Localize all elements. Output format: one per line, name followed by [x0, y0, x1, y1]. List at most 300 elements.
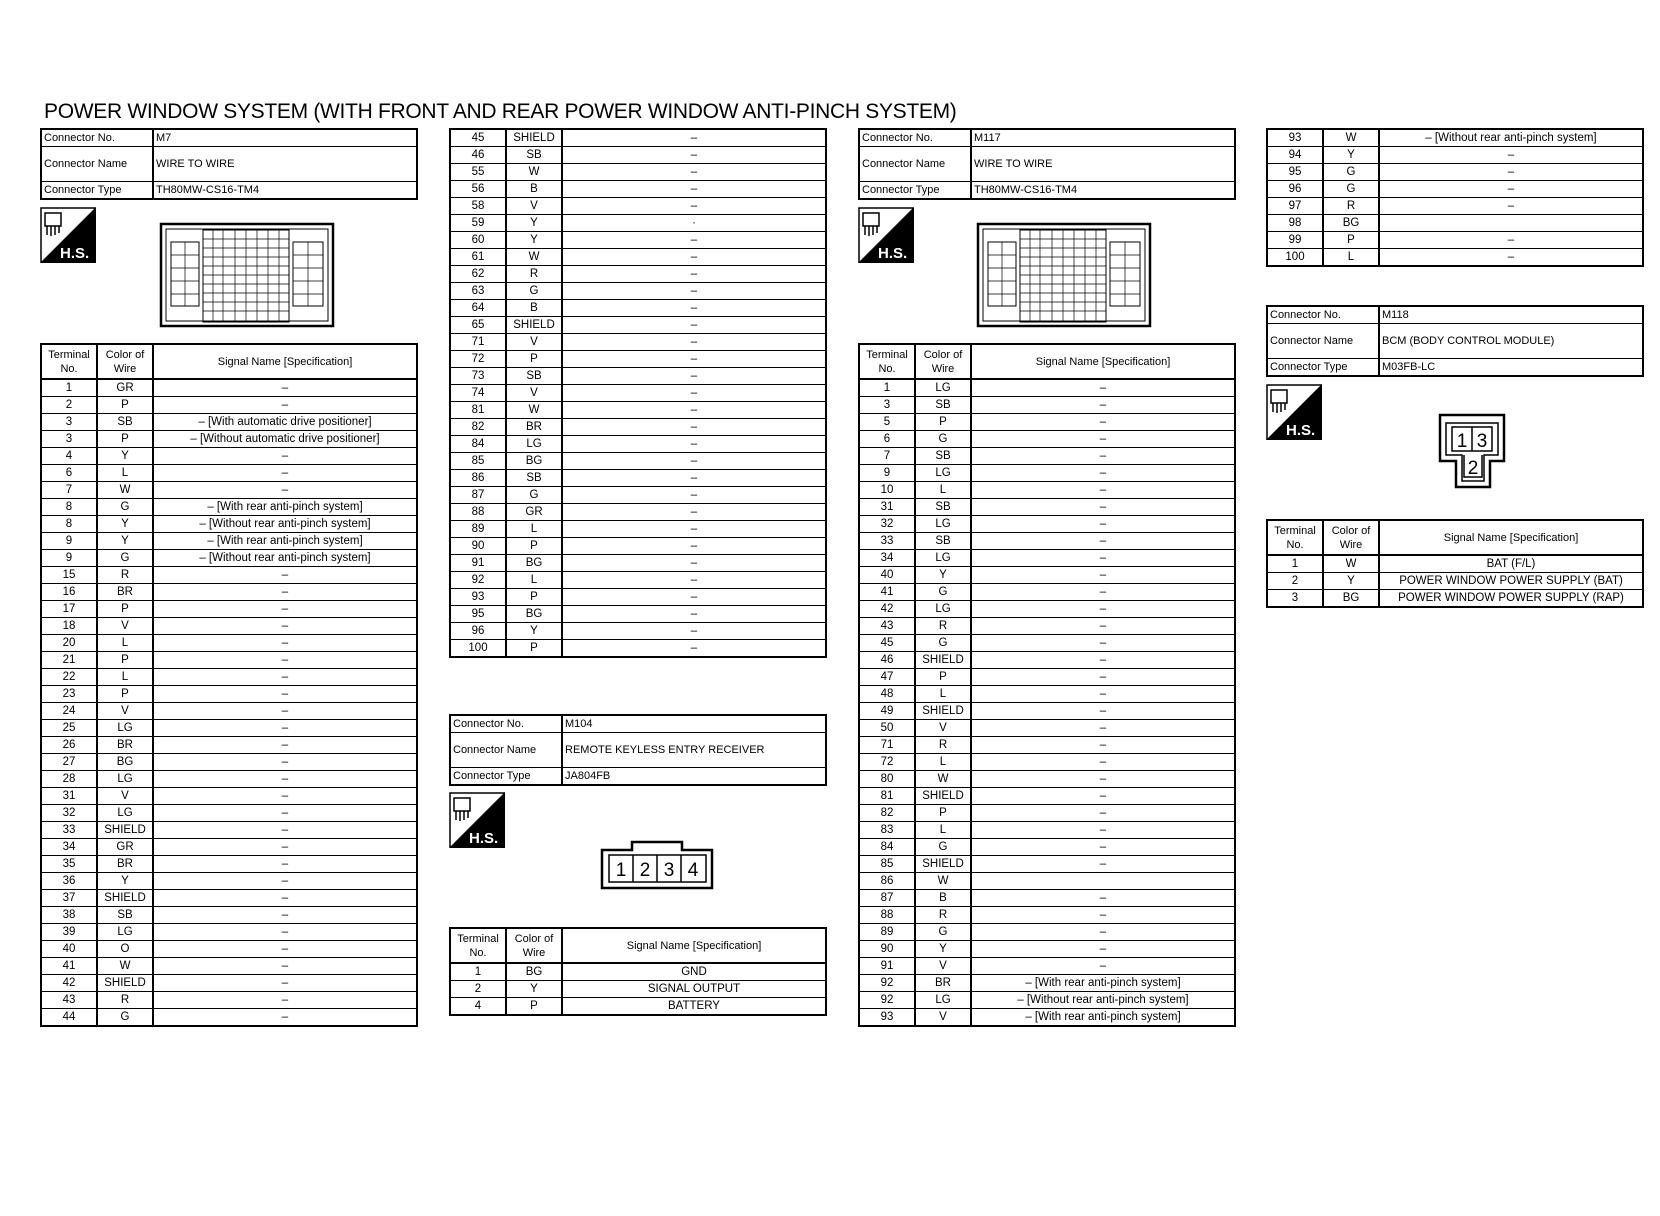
table-row: [450, 266, 826, 283]
connector-no-value: M104: [562, 715, 826, 733]
signal-name-cell: –: [971, 379, 1235, 397]
wire-color-cell: SB: [97, 414, 153, 431]
signal-name-cell: [1379, 215, 1643, 232]
terminal-no-cell: 6: [41, 465, 97, 482]
wire-color-cell: W: [97, 958, 153, 975]
table-row: [859, 397, 1235, 414]
wire-color-cell: SHIELD: [506, 129, 562, 147]
table-row: [41, 805, 417, 822]
table-row: [41, 499, 417, 516]
signal-name-cell: –: [153, 720, 417, 737]
signal-name-cell: –: [562, 181, 826, 198]
wire-color-cell: G: [915, 431, 971, 448]
table-row: [1267, 215, 1643, 232]
terminal-no-cell: 94: [1267, 147, 1323, 164]
terminal-no-cell: 7: [41, 482, 97, 499]
table-row: [859, 737, 1235, 754]
m7-cont-wrap: [449, 128, 827, 658]
wire-color-cell: R: [1323, 198, 1379, 215]
table-row: [859, 584, 1235, 601]
terminal-no-cell: 3: [41, 431, 97, 448]
signal-name-cell: –: [971, 686, 1235, 703]
wire-color-cell: SHIELD: [915, 652, 971, 669]
terminal-no-cell: 4: [450, 998, 506, 1016]
signal-name-cell: –: [562, 419, 826, 436]
signal-name-cell: –: [153, 890, 417, 907]
connector-no-value: M117: [971, 129, 1235, 147]
terminal-no-cell: 96: [450, 623, 506, 640]
wire-color-cell: P: [506, 351, 562, 368]
signal-name-cell: –: [562, 317, 826, 334]
signal-name-cell: –: [971, 635, 1235, 652]
table-row: [859, 839, 1235, 856]
signal-name-cell: –: [562, 640, 826, 658]
signal-name-cell: GND: [562, 963, 826, 981]
signal-name-cell: –: [562, 538, 826, 555]
terminal-no-cell: 89: [450, 521, 506, 538]
connector-name-value: WIRE TO WIRE: [153, 147, 417, 182]
terminal-no-cell: 82: [450, 419, 506, 436]
terminal-no-cell: 31: [41, 788, 97, 805]
wire-color-cell: W: [915, 873, 971, 890]
wire-color-cell: W: [915, 771, 971, 788]
wire-color-cell: SB: [915, 533, 971, 550]
signal-name-cell: –: [971, 550, 1235, 567]
wire-color-cell: GR: [506, 504, 562, 521]
wire-color-cell: SHIELD: [97, 975, 153, 992]
terminal-no-cell: 73: [450, 368, 506, 385]
signal-name-cell: –: [562, 402, 826, 419]
signal-header: Signal Name [Specification]: [1379, 520, 1643, 555]
wire-color-cell: P: [97, 601, 153, 618]
terminal-no-cell: 44: [41, 1009, 97, 1027]
terminal-no-cell: 3: [859, 397, 915, 414]
table-row: [450, 521, 826, 538]
wire-color-cell: P: [1323, 232, 1379, 249]
m117-info-table: [858, 128, 1236, 200]
wire-color-cell: LG: [506, 436, 562, 453]
wire-color-cell: V: [506, 385, 562, 402]
wire-color-cell: W: [1323, 129, 1379, 147]
m117-table-wrap: [858, 343, 1236, 1027]
signal-name-cell: –: [971, 754, 1235, 771]
terminal-no-cell: 93: [450, 589, 506, 606]
signal-name-cell: –: [562, 453, 826, 470]
signal-name-cell: –: [971, 856, 1235, 873]
terminal-no-cell: 86: [450, 470, 506, 487]
terminal-no-cell: 83: [859, 822, 915, 839]
table-row: [859, 414, 1235, 431]
signal-name-cell: –: [153, 448, 417, 465]
wire-color-cell: B: [506, 181, 562, 198]
terminal-no-cell: 20: [41, 635, 97, 652]
table-row: [450, 232, 826, 249]
wire-color-cell: V: [506, 334, 562, 351]
table-row: [1267, 147, 1643, 164]
terminal-header: Terminal No.: [450, 928, 506, 963]
signal-name-cell: – [With automatic drive positioner]: [153, 414, 417, 431]
color-header: Color of Wire: [506, 928, 562, 963]
table-row: [859, 448, 1235, 465]
terminal-header: Terminal No.: [1267, 520, 1323, 555]
table-row: [450, 164, 826, 181]
wire-color-cell: Y: [1323, 573, 1379, 590]
terminal-no-cell: 36: [41, 873, 97, 890]
m104-info: [449, 714, 827, 786]
wire-color-cell: BR: [97, 737, 153, 754]
table-row: [859, 550, 1235, 567]
wire-color-cell: L: [97, 465, 153, 482]
signal-name-cell: BAT (F/L): [1379, 555, 1643, 573]
terminal-no-cell: 80: [859, 771, 915, 788]
table-row: [859, 379, 1235, 397]
terminal-no-cell: 1: [859, 379, 915, 397]
connector-no-label: Connector No.: [859, 129, 971, 147]
terminal-no-cell: 3: [41, 414, 97, 431]
table-row: [1267, 181, 1643, 198]
table-row: [41, 890, 417, 907]
wire-color-cell: G: [97, 1009, 153, 1027]
wire-color-cell: SHIELD: [506, 317, 562, 334]
signal-name-cell: SIGNAL OUTPUT: [562, 981, 826, 998]
terminal-no-cell: 2: [1267, 573, 1323, 590]
wire-color-cell: SB: [915, 448, 971, 465]
page-title: POWER WINDOW SYSTEM (WITH FRONT AND REAR POWER WINDOW ANTI-PINCH SYSTEM): [44, 100, 957, 123]
table-row: [41, 669, 417, 686]
table-row: [859, 1009, 1235, 1027]
signal-name-cell: –: [562, 266, 826, 283]
signal-name-cell: –: [562, 129, 826, 147]
wire-color-cell: Y: [506, 981, 562, 998]
wire-color-cell: Y: [97, 533, 153, 550]
m104-info-table: [449, 714, 827, 786]
terminal-no-cell: 60: [450, 232, 506, 249]
signal-name-cell: –: [971, 703, 1235, 720]
wire-color-cell: P: [97, 652, 153, 669]
terminal-no-cell: 59: [450, 215, 506, 232]
terminal-no-cell: 34: [859, 550, 915, 567]
signal-name-cell: –: [971, 618, 1235, 635]
signal-header: Signal Name [Specification]: [153, 344, 417, 379]
terminal-no-cell: 92: [859, 992, 915, 1009]
table-row: [450, 572, 826, 589]
signal-name-cell: –: [1379, 147, 1643, 164]
wire-color-cell: LG: [97, 924, 153, 941]
m7-info: [40, 128, 418, 200]
wire-color-cell: G: [1323, 181, 1379, 198]
signal-name-cell: –: [971, 414, 1235, 431]
wire-color-cell: Y: [97, 448, 153, 465]
wire-color-cell: Y: [1323, 147, 1379, 164]
table-row: [41, 567, 417, 584]
table-row: [450, 402, 826, 419]
table-row: [859, 499, 1235, 516]
wire-color-cell: P: [97, 397, 153, 414]
terminal-no-cell: 71: [859, 737, 915, 754]
terminal-no-cell: 65: [450, 317, 506, 334]
signal-name-cell: –: [153, 805, 417, 822]
terminal-no-cell: 8: [41, 499, 97, 516]
signal-name-cell: –: [971, 907, 1235, 924]
table-row: [41, 788, 417, 805]
table-row: [41, 907, 417, 924]
terminal-no-cell: 98: [1267, 215, 1323, 232]
m7-table-wrap: [40, 343, 418, 1027]
signal-name-cell: –: [562, 334, 826, 351]
connector-no-label: Connector No.: [1267, 306, 1379, 324]
pin-label: 2: [639, 860, 651, 881]
terminal-no-cell: 62: [450, 266, 506, 283]
terminal-no-cell: 2: [41, 397, 97, 414]
terminal-no-cell: 10: [859, 482, 915, 499]
wire-color-cell: G: [915, 635, 971, 652]
wire-color-cell: LG: [915, 992, 971, 1009]
signal-name-cell: –: [153, 686, 417, 703]
terminal-no-cell: 8: [41, 516, 97, 533]
wire-color-cell: BG: [97, 754, 153, 771]
signal-name-cell: –: [153, 856, 417, 873]
signal-name-cell: –: [153, 703, 417, 720]
table-row: [41, 839, 417, 856]
wire-color-cell: LG: [97, 720, 153, 737]
wire-color-cell: P: [506, 640, 562, 658]
wire-color-cell: SHIELD: [915, 703, 971, 720]
signal-name-cell: –: [562, 589, 826, 606]
table-row: [41, 1009, 417, 1027]
terminal-no-cell: 88: [859, 907, 915, 924]
signal-name-cell: –: [971, 482, 1235, 499]
m118-rows: [1267, 555, 1643, 607]
pin-label: 3: [1476, 431, 1488, 452]
table-row: [41, 856, 417, 873]
terminal-no-cell: 89: [859, 924, 915, 941]
signal-name-cell: –: [562, 504, 826, 521]
terminal-no-cell: 81: [859, 788, 915, 805]
signal-name-cell: –: [971, 958, 1235, 975]
connector-name-value: REMOTE KEYLESS ENTRY RECEIVER: [562, 733, 826, 768]
terminal-no-cell: 1: [450, 963, 506, 981]
signal-name-cell: –: [1379, 181, 1643, 198]
terminal-no-cell: 27: [41, 754, 97, 771]
terminal-no-cell: 85: [450, 453, 506, 470]
signal-name-cell: –: [153, 924, 417, 941]
table-row: [859, 975, 1235, 992]
signal-name-cell: –: [971, 431, 1235, 448]
signal-name-cell: POWER WINDOW POWER SUPPLY (BAT): [1379, 573, 1643, 590]
table-row: [1267, 232, 1643, 249]
connector-type-value: JA804FB: [562, 768, 826, 786]
signal-name-cell: –: [971, 397, 1235, 414]
connector-m117-diagram: [976, 222, 1152, 328]
signal-name-cell: – [Without rear anti-pinch system]: [971, 992, 1235, 1009]
table-row: [450, 589, 826, 606]
terminal-no-cell: 47: [859, 669, 915, 686]
m104-terminal-table: [449, 927, 827, 1016]
signal-name-cell: –: [1379, 164, 1643, 181]
svg-text:H.S.: H.S.: [60, 245, 90, 262]
signal-name-cell: ·: [562, 215, 826, 232]
signal-name-cell: – [Without rear anti-pinch system]: [1379, 129, 1643, 147]
wire-color-cell: G: [97, 550, 153, 567]
signal-name-cell: –: [153, 873, 417, 890]
wire-color-cell: GR: [97, 379, 153, 397]
wire-color-cell: R: [915, 907, 971, 924]
table-row: [450, 129, 826, 147]
terminal-no-cell: 100: [1267, 249, 1323, 267]
signal-name-cell: –: [153, 1009, 417, 1027]
table-row: [859, 601, 1235, 618]
wire-color-cell: SB: [506, 368, 562, 385]
signal-name-cell: –: [562, 249, 826, 266]
terminal-no-cell: 40: [41, 941, 97, 958]
signal-name-cell: –: [153, 771, 417, 788]
signal-name-cell: –: [971, 516, 1235, 533]
harness-side-icon: [1266, 384, 1322, 440]
table-row: [1267, 555, 1643, 573]
wire-color-cell: G: [915, 839, 971, 856]
table-row: [450, 334, 826, 351]
table-row: [41, 431, 417, 448]
m117-terminal-table: [858, 343, 1236, 1027]
terminal-no-cell: 92: [859, 975, 915, 992]
terminal-no-cell: 22: [41, 669, 97, 686]
terminal-no-cell: 90: [859, 941, 915, 958]
wire-color-cell: BR: [97, 584, 153, 601]
table-row: [41, 924, 417, 941]
terminal-no-cell: 5: [859, 414, 915, 431]
table-row: [450, 963, 826, 981]
signal-name-cell: –: [971, 448, 1235, 465]
terminal-header: Terminal No.: [859, 344, 915, 379]
table-row: [859, 873, 1235, 890]
signal-name-cell: [971, 873, 1235, 890]
signal-name-cell: – [Without automatic drive positioner]: [153, 431, 417, 448]
terminal-no-cell: 9: [41, 533, 97, 550]
terminal-no-cell: 99: [1267, 232, 1323, 249]
signal-name-cell: –: [153, 482, 417, 499]
pin-label: 4: [687, 860, 699, 881]
table-row: [41, 414, 417, 431]
harness-side-icon: [449, 792, 505, 848]
connector-name-label: Connector Name: [41, 147, 153, 182]
table-row: [450, 453, 826, 470]
terminal-no-cell: 15: [41, 567, 97, 584]
terminal-no-cell: 43: [41, 992, 97, 1009]
table-row: [450, 981, 826, 998]
table-row: [859, 771, 1235, 788]
wire-color-cell: SB: [506, 147, 562, 164]
table-row: [41, 720, 417, 737]
wire-color-cell: BR: [506, 419, 562, 436]
signal-name-cell: –: [153, 652, 417, 669]
wire-color-cell: V: [506, 198, 562, 215]
wire-color-cell: L: [915, 686, 971, 703]
pin-label: 1: [1456, 431, 1468, 452]
terminal-no-cell: 35: [41, 856, 97, 873]
table-row: [859, 907, 1235, 924]
table-row: [859, 958, 1235, 975]
terminal-no-cell: 16: [41, 584, 97, 601]
signal-name-cell: –: [153, 907, 417, 924]
terminal-no-cell: 41: [41, 958, 97, 975]
wire-color-cell: BG: [1323, 590, 1379, 608]
wire-color-cell: SHIELD: [97, 890, 153, 907]
table-row: [859, 686, 1235, 703]
wire-color-cell: BR: [915, 975, 971, 992]
table-row: [859, 618, 1235, 635]
terminal-no-cell: 34: [41, 839, 97, 856]
connector-name-label: Connector Name: [1267, 324, 1379, 359]
signal-name-cell: –: [562, 147, 826, 164]
svg-text:H.S.: H.S.: [1286, 422, 1316, 439]
wire-color-cell: BR: [97, 856, 153, 873]
signal-name-cell: –: [971, 533, 1235, 550]
table-row: [41, 703, 417, 720]
terminal-no-cell: 49: [859, 703, 915, 720]
terminal-no-cell: 6: [859, 431, 915, 448]
table-row: [859, 567, 1235, 584]
wire-color-cell: Y: [915, 941, 971, 958]
m104-table-wrap: [449, 927, 827, 1016]
terminal-no-cell: 72: [859, 754, 915, 771]
signal-name-cell: –: [153, 822, 417, 839]
signal-name-cell: –: [971, 924, 1235, 941]
table-row: [859, 431, 1235, 448]
terminal-no-cell: 96: [1267, 181, 1323, 198]
connector-type-value: TH80MW-CS16-TM4: [153, 182, 417, 200]
table-row: [859, 635, 1235, 652]
signal-name-cell: –: [971, 771, 1235, 788]
wire-color-cell: LG: [915, 601, 971, 618]
signal-name-cell: –: [971, 941, 1235, 958]
terminal-no-cell: 45: [859, 635, 915, 652]
table-row: [41, 465, 417, 482]
wire-color-cell: LG: [915, 516, 971, 533]
terminal-no-cell: 38: [41, 907, 97, 924]
terminal-no-cell: 91: [859, 958, 915, 975]
signal-name-cell: –: [153, 992, 417, 1009]
terminal-no-cell: 90: [450, 538, 506, 555]
table-row: [450, 419, 826, 436]
signal-name-cell: –: [971, 584, 1235, 601]
terminal-no-cell: 88: [450, 504, 506, 521]
wire-color-cell: LG: [915, 465, 971, 482]
terminal-no-cell: 92: [450, 572, 506, 589]
table-row: [859, 788, 1235, 805]
wire-color-cell: Y: [506, 232, 562, 249]
table-row: [450, 640, 826, 658]
terminal-no-cell: 31: [859, 499, 915, 516]
terminal-no-cell: 4: [41, 448, 97, 465]
table-row: [41, 618, 417, 635]
wire-color-cell: R: [506, 266, 562, 283]
signal-name-cell: –: [971, 737, 1235, 754]
wire-color-cell: O: [97, 941, 153, 958]
wire-color-cell: W: [97, 482, 153, 499]
wire-color-cell: P: [915, 414, 971, 431]
signal-name-cell: –: [971, 669, 1235, 686]
terminal-no-cell: 32: [859, 516, 915, 533]
signal-name-cell: –: [562, 283, 826, 300]
terminal-no-cell: 46: [859, 652, 915, 669]
signal-name-cell: –: [153, 567, 417, 584]
terminal-no-cell: 55: [450, 164, 506, 181]
wire-color-cell: Y: [506, 215, 562, 232]
wire-color-cell: P: [506, 589, 562, 606]
connector-name-label: Connector Name: [859, 147, 971, 182]
connector-type-label: Connector Type: [41, 182, 153, 200]
wire-color-cell: G: [97, 499, 153, 516]
